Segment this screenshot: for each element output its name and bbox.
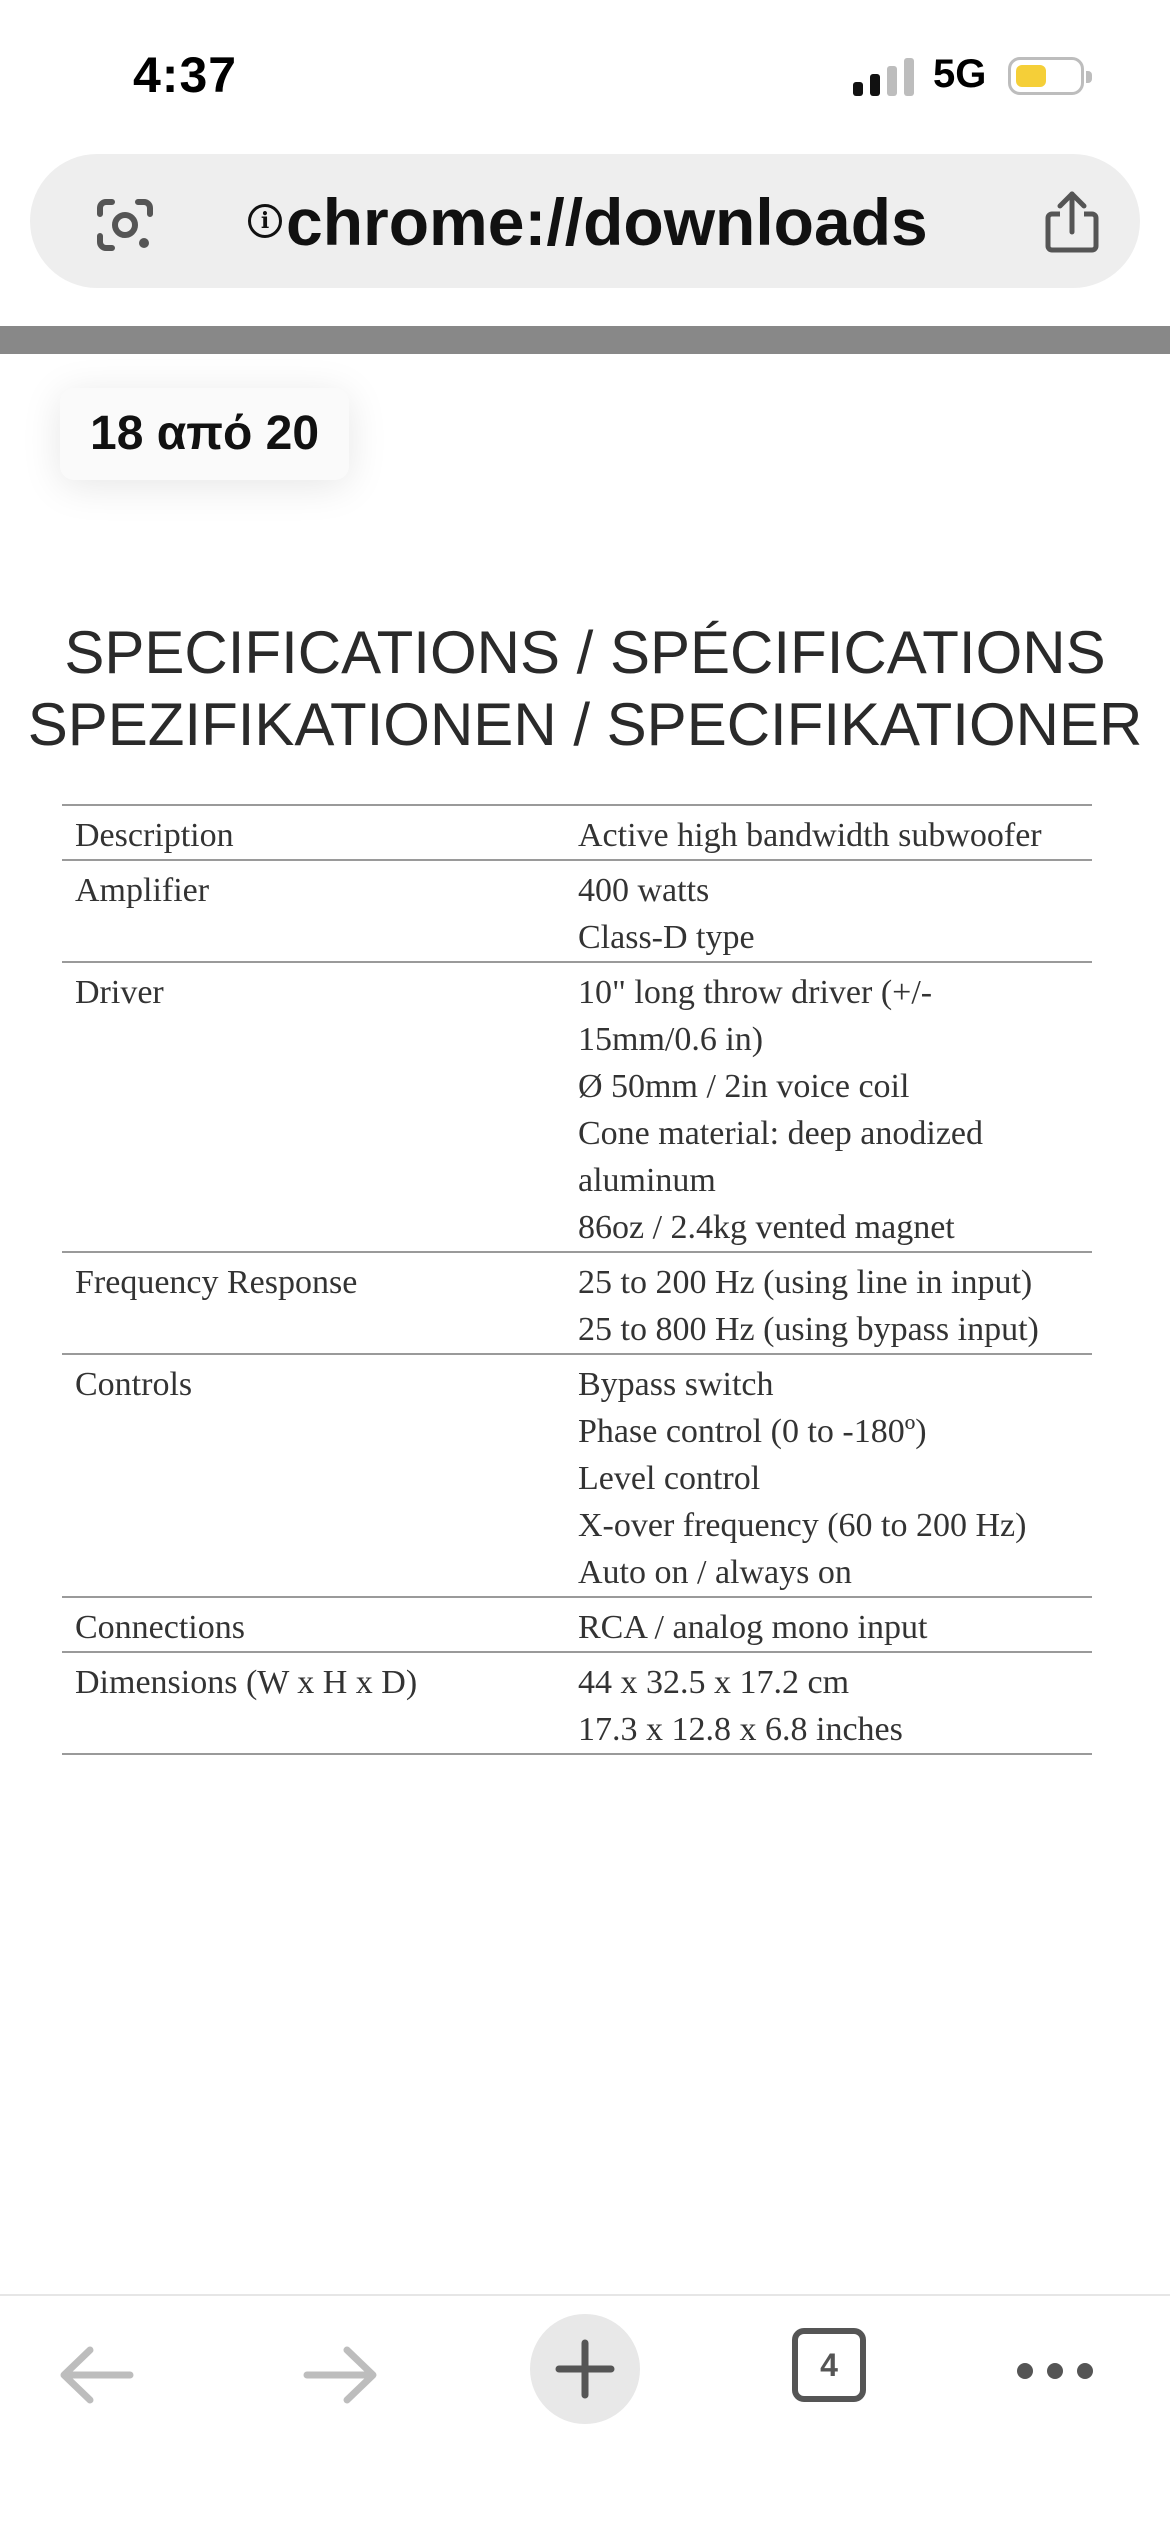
- table-row: [62, 860, 1092, 962]
- row-label: Description: [75, 817, 234, 854]
- row-value: 10" long throw driver (+/- 15mm/0.6 in) Ø 50mm / 2in voice coil Cone material: deep anodized aluminum 86oz / 2.4kg vented magnet: [578, 974, 983, 1246]
- new-tab-button[interactable]: [530, 2314, 640, 2424]
- table-row: [62, 1354, 1092, 1597]
- bottom-toolbar: [0, 2294, 1170, 2532]
- pdf-viewer-top-bar: [0, 326, 1170, 354]
- network-type: 5G: [933, 52, 987, 96]
- back-arrow-icon[interactable]: [52, 2330, 142, 2420]
- row-value: 44 x 32.5 x 17.2 cm 17.3 x 12.8 x 6.8 inches: [578, 1664, 903, 1748]
- spec-title-line2: SPEZIFIKATIONEN / SPECIFIKATIONER: [27, 691, 1143, 758]
- address-bar[interactable]: [30, 154, 1140, 288]
- signal-strength-icon: [853, 58, 915, 96]
- table-row: [62, 805, 1092, 860]
- share-icon[interactable]: [1042, 190, 1102, 254]
- battery-icon: [1008, 57, 1084, 95]
- url-text[interactable]: chrome://downloads: [286, 185, 928, 259]
- site-info-icon[interactable]: i: [248, 204, 282, 238]
- spec-title-line1: SPECIFICATIONS / SPÉCIFICATIONS: [64, 619, 1106, 686]
- status-time: 4:37: [133, 47, 238, 103]
- row-value: RCA / analog mono input: [578, 1609, 928, 1646]
- row-value: 25 to 200 Hz (using line in input) 25 to 800 Hz (using bypass input): [578, 1264, 1039, 1348]
- row-label: Amplifier: [75, 872, 210, 909]
- lens-icon[interactable]: [96, 198, 154, 252]
- table-row: [62, 1252, 1092, 1354]
- forward-arrow-icon[interactable]: [295, 2330, 385, 2420]
- table-row: [62, 1652, 1092, 1754]
- row-value: Active high bandwidth subwoofer: [578, 817, 1042, 854]
- spec-table: [62, 804, 1092, 1755]
- row-label: Driver: [75, 974, 164, 1011]
- status-bar: [0, 0, 1170, 150]
- page-indicator: 18 από 20: [60, 388, 349, 480]
- row-label: Controls: [75, 1366, 193, 1403]
- row-label: Dimensions (W x H x D): [75, 1664, 418, 1701]
- row-value: Bypass switch Phase control (0 to -180º) Level control X-over frequency (60 to 200 Hz) Auto on / always on: [578, 1366, 1027, 1591]
- new-tab-plus-icon: [555, 2339, 615, 2399]
- more-icon[interactable]: [1010, 2346, 1100, 2396]
- table-row: [62, 962, 1092, 1252]
- row-label: Connections: [75, 1609, 245, 1646]
- table-row: [62, 1597, 1092, 1652]
- battery-fill: [1016, 65, 1046, 87]
- row-value: 400 watts Class-D type: [578, 872, 755, 956]
- tabs-icon[interactable]: 4: [792, 2328, 866, 2402]
- row-label: Frequency Response: [75, 1264, 358, 1301]
